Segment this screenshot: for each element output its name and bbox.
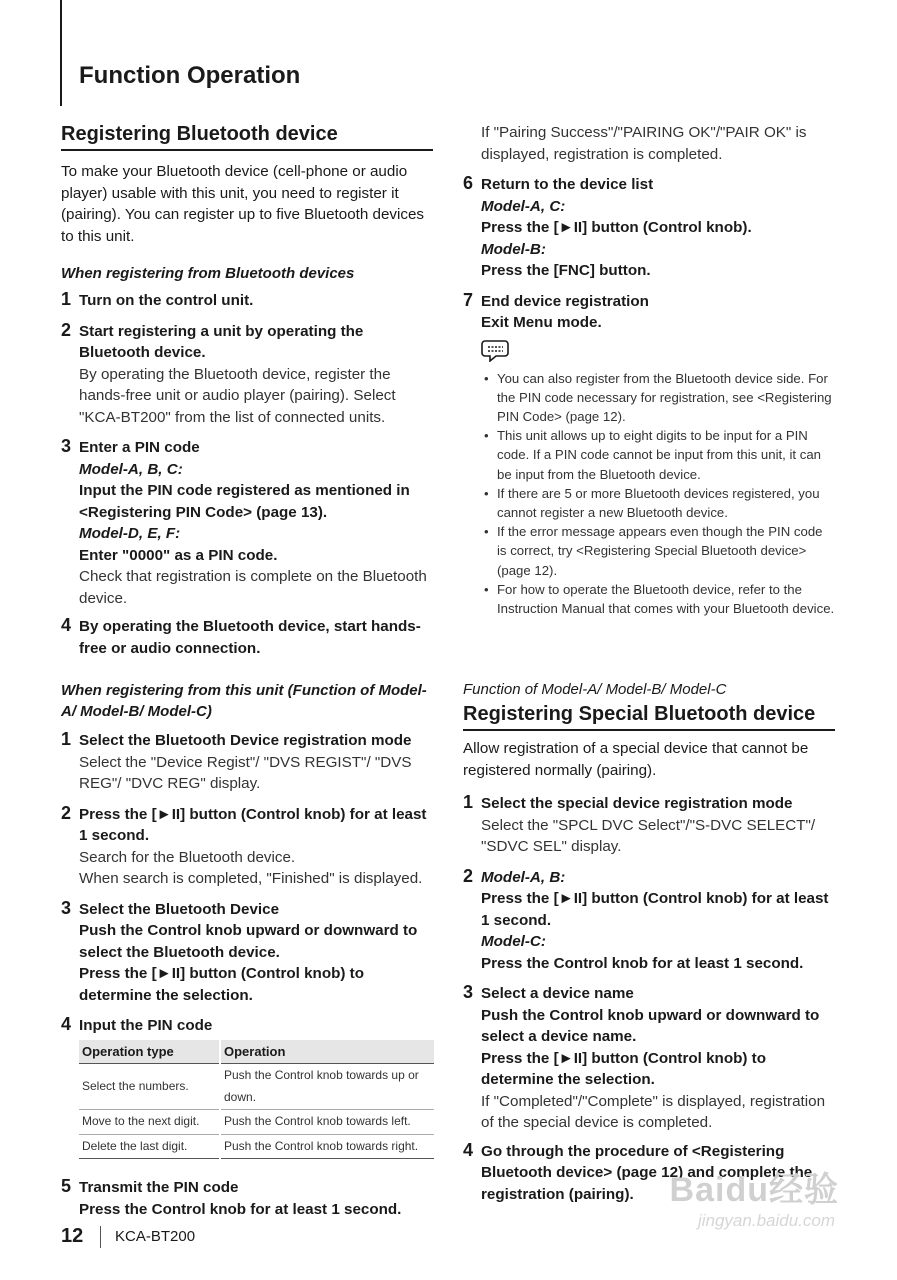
step-title: Input the PIN code xyxy=(79,1017,213,1034)
subheading-from-devices: When registering from Bluetooth devices xyxy=(61,265,355,282)
model-label: Model-A, C: xyxy=(481,197,566,215)
step-text: Push the Control knob upward or downward to select a device name. xyxy=(481,1006,820,1045)
table-cell: Delete the last digit. xyxy=(79,1134,220,1159)
section-title-registering: Registering Bluetooth device xyxy=(61,123,433,151)
table-header: Operation type xyxy=(79,1040,220,1064)
step-number: 2 xyxy=(61,319,72,340)
step-2 xyxy=(463,867,835,975)
step-3 xyxy=(61,437,433,609)
step-4 xyxy=(61,1015,433,1159)
step-title: Select the Bluetooth Device xyxy=(79,900,280,918)
step-text: Press the [►II] button (Control knob) for at least 1 second. xyxy=(481,890,829,929)
table-cell: Push the Control knob towards right. xyxy=(220,1134,434,1159)
step-number: 2 xyxy=(61,802,72,823)
step-title: Select the Bluetooth Device registration mode xyxy=(79,732,412,749)
watermark-logo: Baidu经验 xyxy=(669,1171,839,1209)
note-item: • If the error message appears even though the PIN code is correct, try <Registering Special Bluetooth device> (page 12). xyxy=(481,522,835,580)
step-title: Turn on the control unit. xyxy=(79,292,254,309)
step-text: Press the Control knob for at least 1 second. xyxy=(79,1200,402,1218)
step-text: Press the [►II] button (Control knob) to determine the selection. xyxy=(481,1049,767,1088)
note-item: • For how to operate the Bluetooth device, refer to the Instruction Manual that comes with your Bluetooth device. xyxy=(481,580,835,618)
step-number: 7 xyxy=(463,289,474,310)
step-title: Transmit the PIN code xyxy=(79,1179,239,1196)
step-text: Push the Control knob upward or downward to select the Bluetooth device. xyxy=(79,922,418,961)
step-title: By operating the Bluetooth device, start hands-free or audio connection. xyxy=(79,618,421,657)
step-1 xyxy=(463,793,835,858)
step-number: 6 xyxy=(463,173,474,193)
section-title-special: Registering Special Bluetooth device xyxy=(463,703,835,731)
footer-divider xyxy=(100,1226,101,1248)
step-number: 1 xyxy=(463,792,474,812)
step-title: Select the special device registration mode xyxy=(481,795,793,812)
header-rule xyxy=(60,0,62,106)
notes-list xyxy=(481,369,835,619)
note-item: • If there are 5 or more Bluetooth devices registered, you cannot register a new Bluetooth device. xyxy=(481,484,835,522)
function-of-label: Function of Model-A/ Model-B/ Model-C xyxy=(463,681,727,698)
step-text: Select the "Device Regist"/ "DVS REGIST"/ "DVS REG"/ "DVC REG" display. xyxy=(79,753,412,792)
step-number: 3 xyxy=(463,982,474,1002)
step-3 xyxy=(463,983,835,1134)
note-icon xyxy=(481,338,511,362)
step-continuation-text: If "Pairing Success"/"PAIRING OK"/"PAIR OK" is displayed, registration is completed. xyxy=(481,124,807,163)
table-row xyxy=(79,1064,434,1110)
step-1 xyxy=(61,290,433,312)
table-cell: Push the Control knob towards up or down. xyxy=(220,1064,434,1110)
step-text: Search for the Bluetooth device. xyxy=(79,848,296,866)
step-2 xyxy=(61,321,433,429)
left-column xyxy=(61,123,433,659)
step-text: Enter "0000" as a PIN code. xyxy=(79,546,278,564)
pin-operation-table xyxy=(79,1040,434,1160)
step-7 xyxy=(463,291,835,334)
step-1 xyxy=(61,730,433,795)
step-text: Check that registration is complete on the Bluetooth device. xyxy=(79,568,427,607)
table-cell: Push the Control knob towards left. xyxy=(220,1110,434,1135)
subheading-from-unit: When registering from this unit (Function of Model-A/ Model-B/ Model-C) xyxy=(61,682,427,720)
step-text: When search is completed, "Finished" is displayed. xyxy=(79,870,423,887)
note-item: • You can also register from the Bluetooth device side. For the PIN code necessary for registration, see <Registering PIN Code> (page 12). xyxy=(481,369,835,427)
step-text: Input the PIN code registered as mentioned in <Registering PIN Code> (page 13). xyxy=(79,482,410,521)
step-4 xyxy=(61,616,433,659)
table-cell: Move to the next digit. xyxy=(79,1110,220,1135)
step-text: Press the [►II] button (Control knob) to determine the selection. xyxy=(79,965,365,1004)
page-number: 12 xyxy=(61,1225,84,1247)
step-number: 5 xyxy=(61,1176,72,1196)
intro-text: Allow registration of a special device that cannot be registered normally (pairing). xyxy=(463,740,809,779)
table-row xyxy=(79,1134,434,1159)
intro-text: To make your Bluetooth device (cell-phone or audio player) usable with this unit, you need to register it (pairing). You can register up to five Bluetooth devices to this unit. xyxy=(61,163,425,245)
table-cell: Select the numbers. xyxy=(79,1064,220,1110)
table-row xyxy=(79,1110,434,1135)
step-text: Press the Control knob for at least 1 second. xyxy=(481,954,804,972)
step-title: Select a device name xyxy=(481,985,634,1002)
watermark-url: jingyan.baidu.com xyxy=(697,1211,835,1230)
step-number: 4 xyxy=(61,615,72,635)
step-number: 3 xyxy=(61,897,72,918)
step-6 xyxy=(463,174,835,282)
note-item: • This unit allows up to eight digits to be input for a PIN code. If a PIN code cannot be input from this unit, it can be input from the Bluetooth device. xyxy=(481,426,835,484)
step-number: 2 xyxy=(463,865,474,886)
step-text: Press the [►II] button (Control knob). xyxy=(481,219,752,236)
step-3 xyxy=(61,899,433,1007)
notes-block xyxy=(463,338,835,619)
model-label: Model-A, B, C: xyxy=(79,460,183,478)
left-column-lower xyxy=(61,680,433,1220)
step-number: 1 xyxy=(61,729,72,749)
table-header: Operation xyxy=(220,1040,434,1064)
right-column-lower xyxy=(463,680,835,1205)
step-title: Return to the device list xyxy=(481,176,654,193)
step-title: Start registering a unit by operating the Bluetooth device. xyxy=(79,322,364,361)
page-title: Function Operation xyxy=(79,62,301,89)
step-text: By operating the Bluetooth device, register the hands-free unit or audio player (pairing). Select "KCA-BT200" from the list of connected units. xyxy=(79,365,396,426)
model-label: Model-B: xyxy=(481,240,546,258)
step-number: 1 xyxy=(61,289,72,309)
footer-model: KCA-BT200 xyxy=(115,1228,196,1245)
step-title: Go through the procedure of <Registering Bluetooth device> (page 12) and complete the registration (pairing). xyxy=(481,1142,813,1203)
table-header-row xyxy=(79,1040,434,1064)
step-text: Press the [FNC] button. xyxy=(481,262,651,279)
step-number: 3 xyxy=(61,436,72,456)
step-title: Enter a PIN code xyxy=(79,439,200,456)
step-text: Select the "SPCL DVC Select"/"S-DVC SELECT"/ "SDVC SEL" display. xyxy=(481,816,816,855)
step-text: If "Completed"/"Complete" is displayed, registration of the special device is completed. xyxy=(481,1092,826,1131)
right-column xyxy=(463,122,835,618)
model-label: Model-D, E, F: xyxy=(79,525,181,542)
model-label: Model-C: xyxy=(481,933,546,950)
step-2 xyxy=(61,804,433,890)
step-title: Press the [►II] button (Control knob) for at least 1 second. xyxy=(79,805,427,844)
step-number: 4 xyxy=(61,1014,72,1034)
step-title: End device registration xyxy=(481,292,649,310)
step-number: 4 xyxy=(463,1139,474,1160)
model-label: Model-A, B: xyxy=(481,868,566,886)
step-text: Exit Menu mode. xyxy=(481,314,602,331)
step-5 xyxy=(61,1177,433,1220)
